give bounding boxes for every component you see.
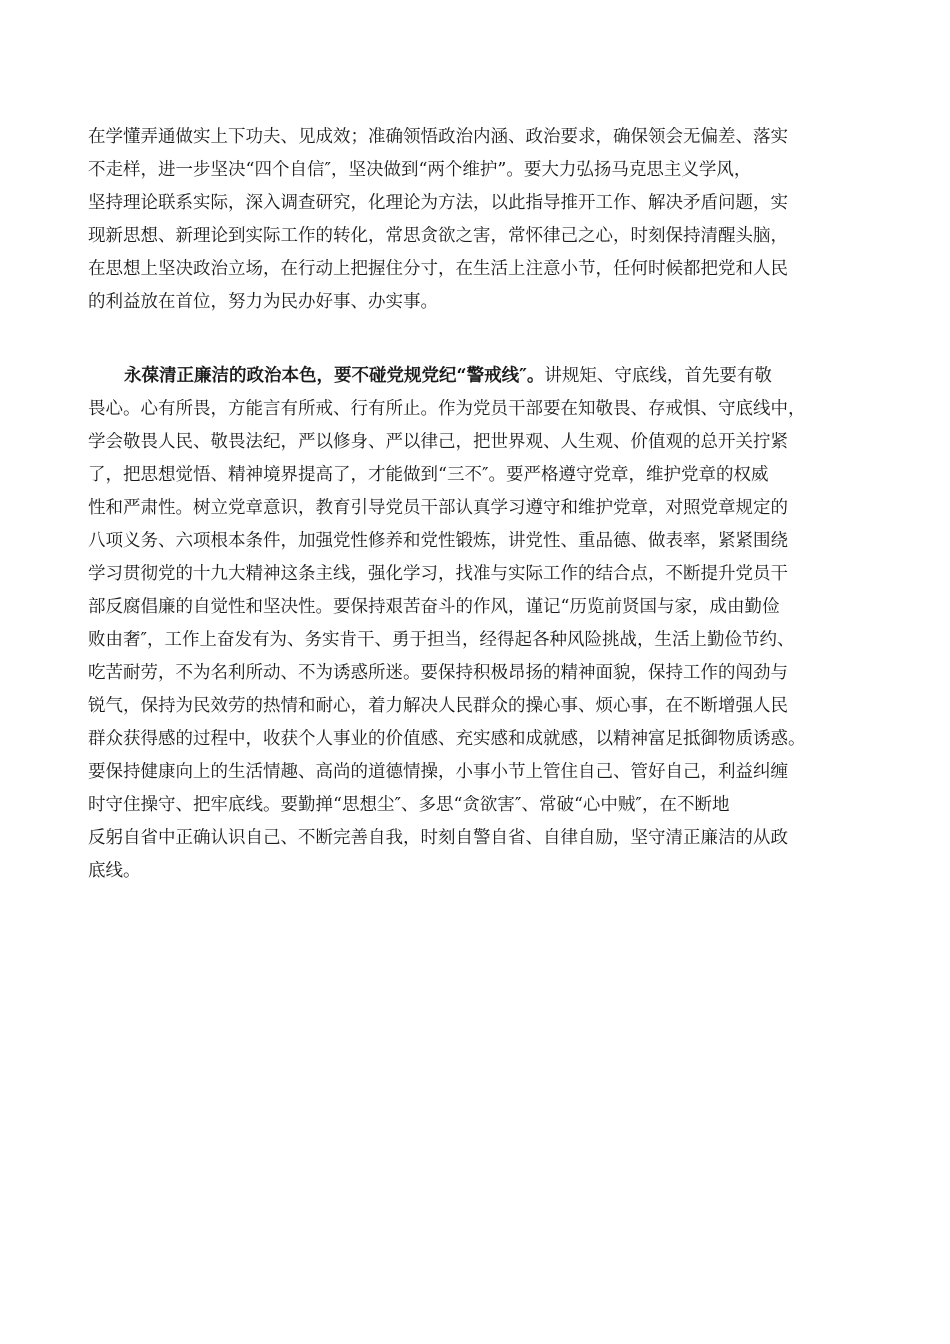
paragraph-line: 败由奢″，工作上奋发有为、务实肯干、勇于担当，经得起各种风险挑战，生活上勤俭节约、 bbox=[88, 630, 795, 650]
paragraph-2 bbox=[88, 360, 878, 888]
paragraph-spacer bbox=[88, 319, 878, 360]
document-body bbox=[88, 121, 878, 888]
paragraph-line: 八项义务、六项根本条件，加强党性修养和党性锻炼，讲党性、重品德、做表率，紧紧围绕 bbox=[88, 531, 788, 551]
paragraph-lead-sentence: 永葆清正廉洁的政治本色，要不碰党规党纪“警戒线″。 bbox=[124, 366, 545, 386]
paragraph-line: 时守住操守、把牢底线。要勤掸“思想尘″、多思“贪欲害″、常破“心中贼″，在不断地 bbox=[88, 795, 730, 815]
paragraph-line: 在学懂弄通做实上下功夫、见成效；准确领悟政治内涵、政治要求，确保领会无偏差、落实 bbox=[88, 127, 788, 147]
paragraph-line: 吃苦耐劳，不为名利所动、不为诱惑所迷。要保持积极昂扬的精神面貌，保持工作的闯劲与 bbox=[88, 663, 788, 683]
paragraph-line: 不走样，进一步坚决“四个自信″，坚决做到“两个维护”。要大力弘扬马克思主义学风， bbox=[88, 160, 752, 180]
paragraph-line: 性和严肃性。树立党章意识，教育引导党员干部认真学习遵守和维护党章，对照党章规定的 bbox=[88, 498, 788, 518]
paragraph-1 bbox=[88, 121, 878, 319]
paragraph-line: 学习贯彻党的十九大精神这条主线，强化学习，找准与实际工作的结合点，不断提升党员干 bbox=[88, 564, 788, 584]
paragraph-line: 了，把思想觉悟、精神境界提高了，才能做到“三不″。要严格遵守党章，维护党章的权威 bbox=[88, 465, 769, 485]
paragraph-line-rest: 讲规矩、守底线，首先要有敬 bbox=[544, 366, 772, 386]
paragraph-line: 坚持理论联系实际，深入调查研究，化理论为方法，以此指导推开工作、解决矛盾问题，实 bbox=[88, 193, 788, 213]
paragraph-line: 反躬自省中正确认识自己、不断完善自我，时刻自警自省、自律自励，坚守清正廉洁的从政 bbox=[88, 828, 788, 848]
paragraph-line: 群众获得感的过程中，收获个人事业的价值感、充实感和成就感，以精神富足抵御物质诱惑。 bbox=[88, 729, 806, 749]
paragraph-line: 部反腐倡廉的自觉性和坚决性。要保持艰苦奋斗的作风，谨记“历览前贤国与家，成由勤俭 bbox=[88, 597, 780, 617]
paragraph-line: 现新思想、新理论到实际工作的转化，常思贪欲之害，常怀律己之心，时刻保持清醒头脑， bbox=[88, 226, 788, 246]
paragraph-line: 学会敬畏人民、敬畏法纪，严以修身、严以律己，把世界观、人生观、价值观的总开关拧紧 bbox=[88, 432, 788, 452]
paragraph-line: 的利益放在首位，努力为民办好事、办实事。 bbox=[88, 292, 438, 312]
paragraph-line: 在思想上坚决政治立场，在行动上把握住分寸，在生活上注意小节，任何时候都把党和人民 bbox=[88, 259, 788, 279]
paragraph-line: 要保持健康向上的生活情趣、高尚的道德情操，小事小节上管住自己、管好自己，利益纠缠 bbox=[88, 762, 788, 782]
paragraph-line: 底线。 bbox=[88, 861, 141, 881]
paragraph-line: 畏心。心有所畏，方能言有所戒、行有所止。作为党员干部要在知敬畏、存戒惧、守底线中， bbox=[88, 399, 806, 419]
paragraph-line: 锐气，保持为民效劳的热情和耐心，着力解决人民群众的操心事、烦心事，在不断增强人民 bbox=[88, 696, 788, 716]
paragraph-first-line bbox=[88, 360, 878, 393]
